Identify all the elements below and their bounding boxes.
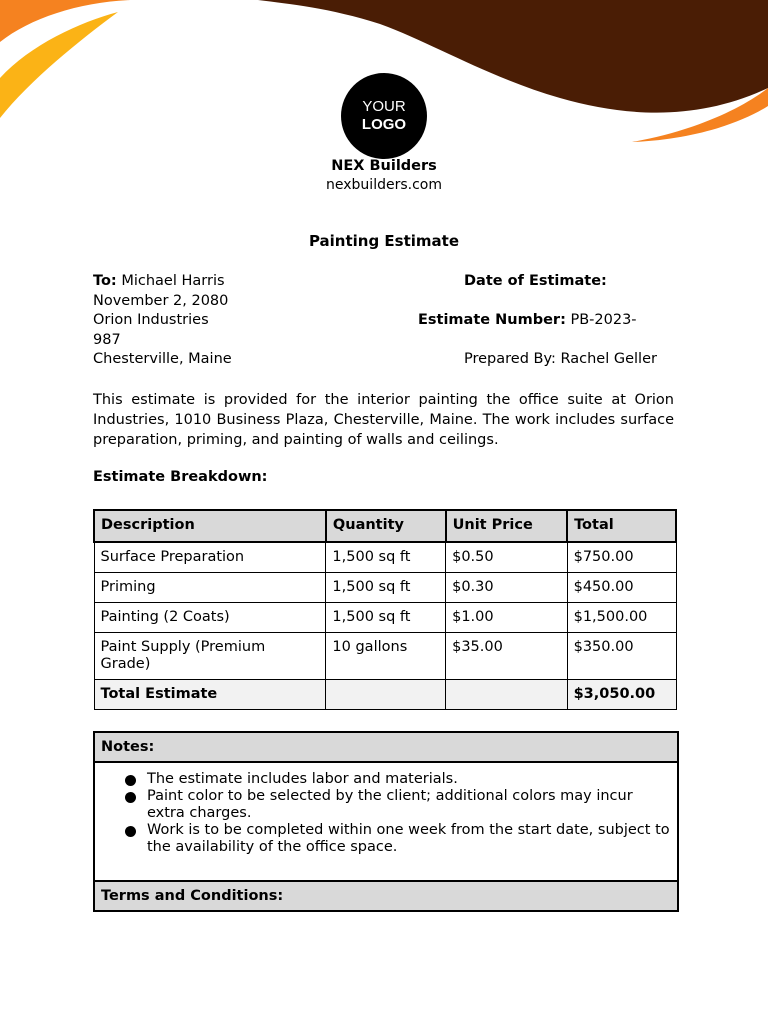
table-cell [446, 680, 567, 710]
bullet-icon [125, 775, 136, 786]
table-cell: $1.00 [446, 603, 567, 633]
brown-wave [258, 0, 768, 113]
note-text: Paint color to be selected by the client; additional colors may incur extra charges. [147, 788, 633, 821]
notes-list [125, 771, 671, 856]
notes-box [93, 731, 679, 912]
column-header: Quantity [326, 510, 446, 542]
table-cell: $450.00 [567, 573, 676, 603]
list-item [125, 788, 671, 822]
notes-heading: Notes: [95, 733, 677, 763]
column-header: Total [567, 510, 676, 542]
estimate-date: November 2, 2080 [93, 293, 229, 309]
table-cell: $35.00 [446, 633, 567, 680]
intro-paragraph: This estimate is provided for the interior painting the office suite at Orion Industries, 1010 Business Plaza, Chesterville, Maine. The work includes surface preparation, priming, and painting of walls and ceilings. [93, 392, 674, 448]
bullet-icon [125, 826, 136, 837]
table-cell: 1,500 sq ft [326, 542, 446, 573]
table-row [94, 633, 676, 680]
estimate-number [418, 312, 637, 328]
table-cell: Painting (2 Coats) [94, 603, 326, 633]
logo-text-line1: YOUR [362, 98, 406, 115]
to-label: To: [93, 273, 117, 289]
document-title: Painting Estimate [308, 232, 460, 250]
company-website: nexbuilders.com [326, 177, 442, 193]
table-cell: $0.30 [446, 573, 567, 603]
total-value: $3,050.00 [567, 680, 676, 710]
column-header: Unit Price [446, 510, 567, 542]
recipient-location: Chesterville, Maine [93, 351, 232, 367]
table-cell: Paint Supply (Premium Grade) [94, 633, 326, 680]
table-row [94, 603, 676, 633]
recipient-name: Michael Harris [121, 273, 225, 289]
logo-text-line2: LOGO [361, 116, 407, 133]
estimate-number-label: Estimate Number: [418, 312, 566, 328]
table-cell [326, 680, 446, 710]
table-row [94, 573, 676, 603]
table-cell: Priming [94, 573, 326, 603]
terms-heading: Terms and Conditions: [95, 880, 677, 910]
table-cell: 1,500 sq ft [326, 573, 446, 603]
company-name: NEX Builders [331, 158, 437, 174]
breakdown-heading: Estimate Breakdown: [93, 469, 268, 485]
prepared-by: Prepared By: Rachel Geller [464, 351, 657, 367]
list-item [125, 822, 671, 856]
note-text: The estimate includes labor and materials. [147, 771, 458, 787]
note-text: Work is to be completed within one week from the start date, subject to the availability of the office space. [147, 822, 670, 855]
table-header-row [94, 510, 676, 542]
date-of-estimate-label: Date of Estimate: [464, 273, 607, 289]
estimate-table [93, 509, 677, 710]
table-row [94, 542, 676, 573]
bullet-icon [125, 792, 136, 803]
column-header: Description [94, 510, 326, 542]
company-logo [341, 73, 427, 159]
table-cell: 10 gallons [326, 633, 446, 680]
table-cell: 1,500 sq ft [326, 603, 446, 633]
table-cell: $350.00 [567, 633, 676, 680]
notes-body [95, 763, 677, 880]
table-cell: $750.00 [567, 542, 676, 573]
estimate-number-value: PB-2023- [570, 312, 637, 328]
table-cell: $1,500.00 [567, 603, 676, 633]
recipient-line [93, 273, 225, 289]
total-row [94, 680, 676, 710]
recipient-company: Orion Industries [93, 312, 209, 328]
table-cell: Surface Preparation [94, 542, 326, 573]
estimate-number-continued: 987 [93, 332, 121, 348]
total-label: Total Estimate [94, 680, 326, 710]
list-item [125, 771, 671, 788]
table-cell: $0.50 [446, 542, 567, 573]
